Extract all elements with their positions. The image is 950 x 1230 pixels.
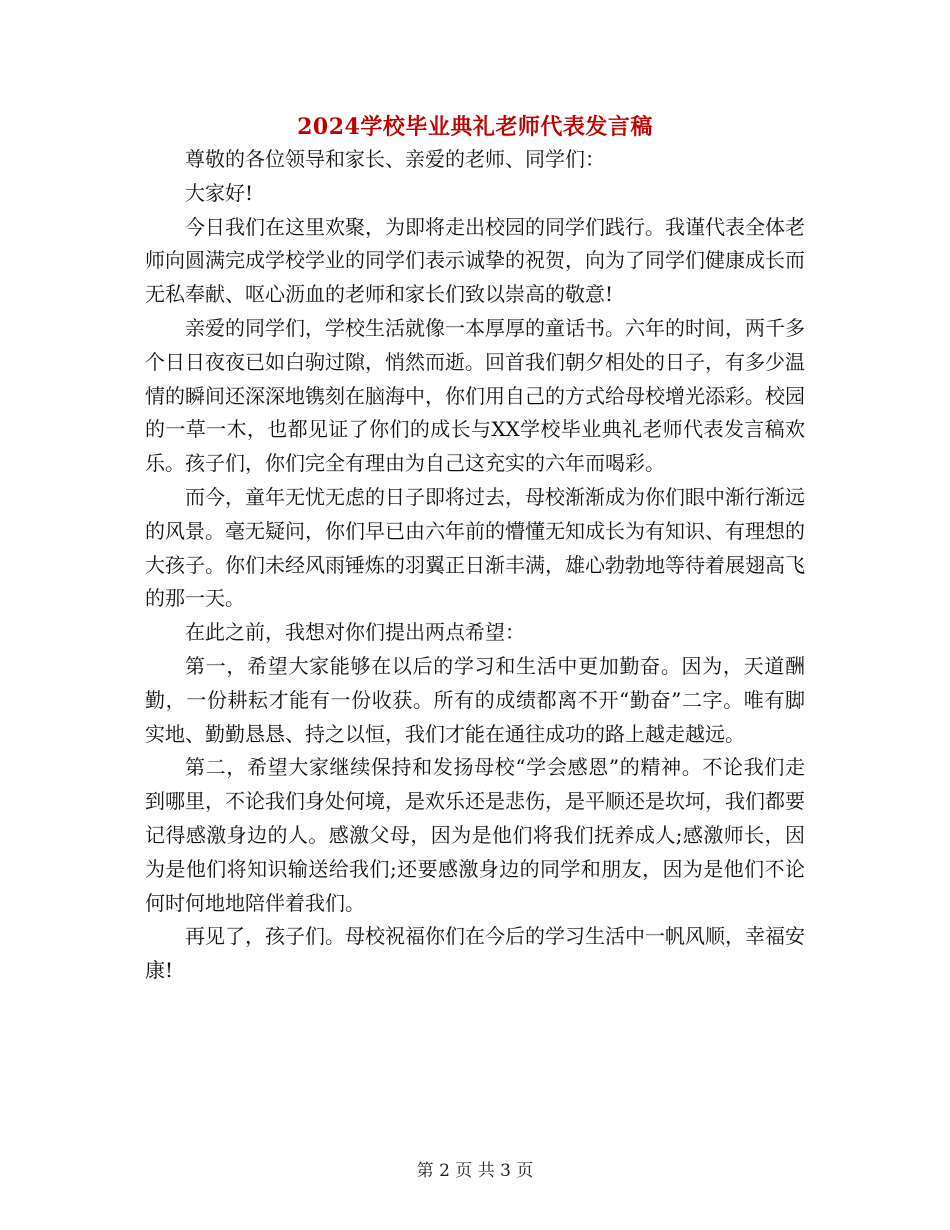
body-paragraph: 在此之前，我想对你们提出两点希望： <box>185 620 525 645</box>
body-paragraph: 第二，希望大家继续保持和发扬母校“学会感恩”的精神。不论我们走到哪里，不论我们身处何境，是欢乐还是悲伤，是平顺还是坎坷，我们都要记得感激身边的人。感激父母，因为是他们将我们抚养成人;感激师长，因为是他们将知识输送给我们;还要感激身边的同学和朋友，因为是他们不论何时何地地陪伴着我们。 <box>145 755 805 915</box>
page-number-footer: 第 2 页 共 3 页 <box>416 1161 534 1181</box>
body-paragraph: 亲爱的同学们，学校生活就像一本厚厚的童话书。六年的时间，两千多个日日夜夜已如白驹过隙，悄然而逝。回首我们朝夕相处的日子，有多少温情的瞬间还深深地镌刻在脑海中，你们用自己的方式给母校增光添彩。校园的一草一木，也都见证了你们的成长与XX学校毕业典礼老师代表发言稿欢乐。孩子们，你们完全有理由为自己这充实的六年而喝彩。 <box>145 315 805 476</box>
greeting-paragraph: 尊敬的各位领导和家长、亲爱的老师、同学们： <box>185 147 605 171</box>
document-title: 2024学校毕业典礼老师代表发言稿 <box>297 114 653 140</box>
body-paragraph: 而今，童年无忧无虑的日子即将过去，母校渐渐成为你们眼中渐行渐远的风景。毫无疑问，你们早已由六年前的懵懂无知成长为有知识、有理想的大孩子。你们未经风雨锤炼的羽翼正日渐丰满，雄心勃勃地等待着展翅高飞的那一天。 <box>145 484 805 611</box>
hello-paragraph: 大家好! <box>185 180 254 205</box>
closing-paragraph: 再见了，孩子们。母校祝福你们在今后的学习生活中一帆风顺，幸福安康! <box>145 924 805 983</box>
body-paragraph: 今日我们在这里欢聚，为即将走出校园的同学们践行。我谨代表全体老师向圆满完成学校学业的同学们表示诚挚的祝贺，向为了同学们健康成长而无私奉献、呕心沥血的老师和家长们致以崇高的敬意! <box>145 214 805 307</box>
document-body <box>145 143 805 988</box>
body-paragraph: 第一，希望大家能够在以后的学习和生活中更加勤奋。因为，天道酬勤，一份耕耘才能有一份收获。所有的成绩都离不开“勤奋”二字。唯有脚实地、勤勤恳恳、持之以恒，我们才能在通往成功的路上越走越远。 <box>145 653 805 746</box>
